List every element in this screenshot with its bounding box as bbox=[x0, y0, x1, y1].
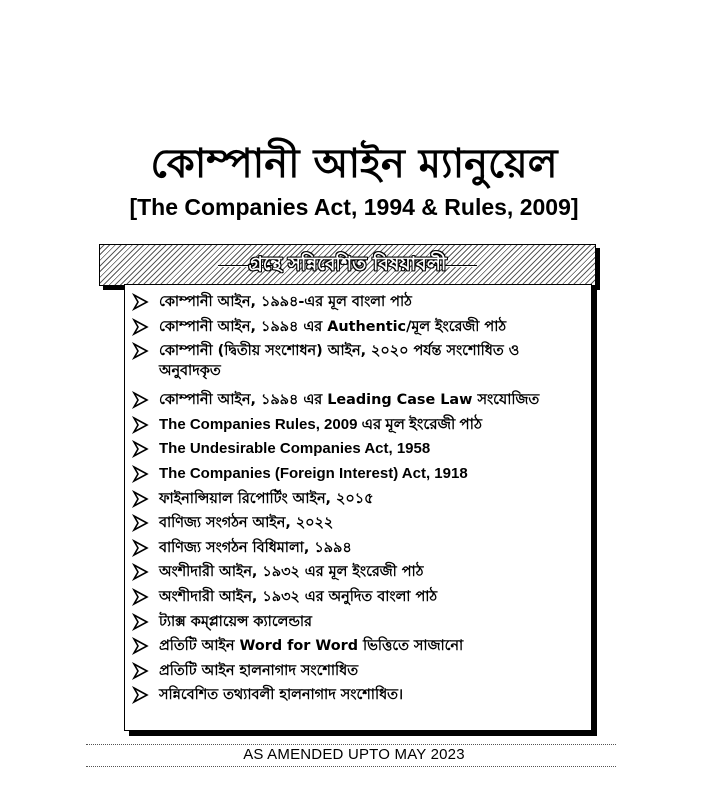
arrow-bullet-icon bbox=[131, 661, 151, 681]
list-item bbox=[131, 390, 585, 415]
arrow-bullet-icon bbox=[131, 317, 151, 337]
list-item-text: কোম্পানী (দ্বিতীয় সংশোধন) আইন, ২০২০ পর্যন্ত সংশোধিত ও অনুবাদকৃত bbox=[159, 343, 520, 380]
list-item bbox=[131, 489, 585, 514]
footer-top-dotted-rule bbox=[86, 744, 616, 745]
list-item bbox=[131, 317, 585, 342]
list-item-text: The Companies Rules, 2009 এর মূল ইংরেজী পাঠ bbox=[159, 415, 483, 433]
arrow-bullet-icon bbox=[131, 587, 151, 607]
list-item bbox=[131, 513, 585, 538]
arrow-bullet-icon bbox=[131, 292, 151, 312]
arrow-bullet-icon bbox=[131, 341, 151, 361]
list-item bbox=[131, 587, 585, 612]
list-item-text: The Undesirable Companies Act, 1958 bbox=[159, 440, 431, 458]
footer-bottom-dotted-rule bbox=[86, 766, 616, 767]
list-item-text: ট্যাক্স কম্প্লায়েন্স ক্যালেন্ডার bbox=[159, 613, 312, 630]
list-item bbox=[131, 439, 585, 464]
list-item-text: কোম্পানী আইন, ১৯৯৪-এর মূল বাংলা পাঠ bbox=[159, 294, 412, 310]
arrow-bullet-icon bbox=[131, 415, 151, 435]
list-item bbox=[131, 661, 585, 686]
contents-list-box bbox=[124, 284, 592, 731]
contents-banner-label: গ্রন্থে সন্নিবেশিত বিষয়াবলী bbox=[248, 253, 447, 275]
list-item bbox=[131, 538, 585, 563]
list-item-text: কোম্পানী আইন, ১৯৯৪ এর Authentic/মূল ইংরেজী পাঠ bbox=[159, 318, 507, 335]
arrow-bullet-icon bbox=[131, 612, 151, 632]
arrow-bullet-icon bbox=[131, 513, 151, 533]
arrow-bullet-icon bbox=[131, 685, 151, 705]
arrow-bullet-icon bbox=[131, 489, 151, 509]
list-item-text: বাণিজ্য সংগঠন আইন, ২০২২ bbox=[159, 515, 334, 532]
list-item bbox=[131, 464, 585, 489]
arrow-bullet-icon bbox=[131, 562, 151, 582]
list-item-text: প্রতিটি আইন Word for Word ভিত্তিতে সাজানো bbox=[159, 638, 464, 655]
amendment-note: AS AMENDED UPTO MAY 2023 bbox=[243, 746, 465, 763]
list-item-text: কোম্পানী আইন, ১৯৯৪ এর Leading Case Law সংযোজিত bbox=[159, 392, 540, 409]
contents-banner bbox=[99, 244, 596, 286]
arrow-bullet-icon bbox=[131, 439, 151, 459]
list-item-text: প্রতিটি আইন হালনাগাদ সংশোধিত bbox=[159, 662, 359, 679]
list-item-text: The Companies (Foreign Interest) Act, 1918 bbox=[159, 464, 468, 482]
list-item-text: বাণিজ্য সংগঠন বিধিমালা, ১৯৯৪ bbox=[159, 539, 352, 556]
arrow-bullet-icon bbox=[131, 390, 151, 410]
book-title-bengali: কোম্পানী আইন ম্যানুয়েল bbox=[150, 141, 558, 187]
arrow-bullet-icon bbox=[131, 464, 151, 484]
arrow-bullet-icon bbox=[131, 636, 151, 656]
list-item-text: অংশীদারী আইন, ১৯৩২ এর অনুদিত বাংলা পাঠ bbox=[159, 588, 438, 605]
list-item bbox=[131, 685, 585, 710]
list-item bbox=[131, 341, 585, 390]
contents-list bbox=[131, 292, 585, 710]
arrow-bullet-icon bbox=[131, 538, 151, 558]
list-item-text: ফাইনান্সিয়াল রিপোর্টিং আইন, ২০১৫ bbox=[159, 490, 374, 507]
list-item-text: অংশীদারী আইন, ১৯৩২ এর মূল ইংরেজী পাঠ bbox=[159, 564, 424, 581]
list-item bbox=[131, 562, 585, 587]
list-item bbox=[131, 415, 585, 440]
list-item bbox=[131, 292, 585, 317]
list-item bbox=[131, 612, 585, 637]
book-title-english: [The Companies Act, 1994 & Rules, 2009] bbox=[129, 194, 579, 220]
list-item bbox=[131, 636, 585, 661]
list-item-text: সন্নিবেশিত তথ্যাবলী হালনাগাদ সংশোধিত। bbox=[159, 687, 404, 704]
